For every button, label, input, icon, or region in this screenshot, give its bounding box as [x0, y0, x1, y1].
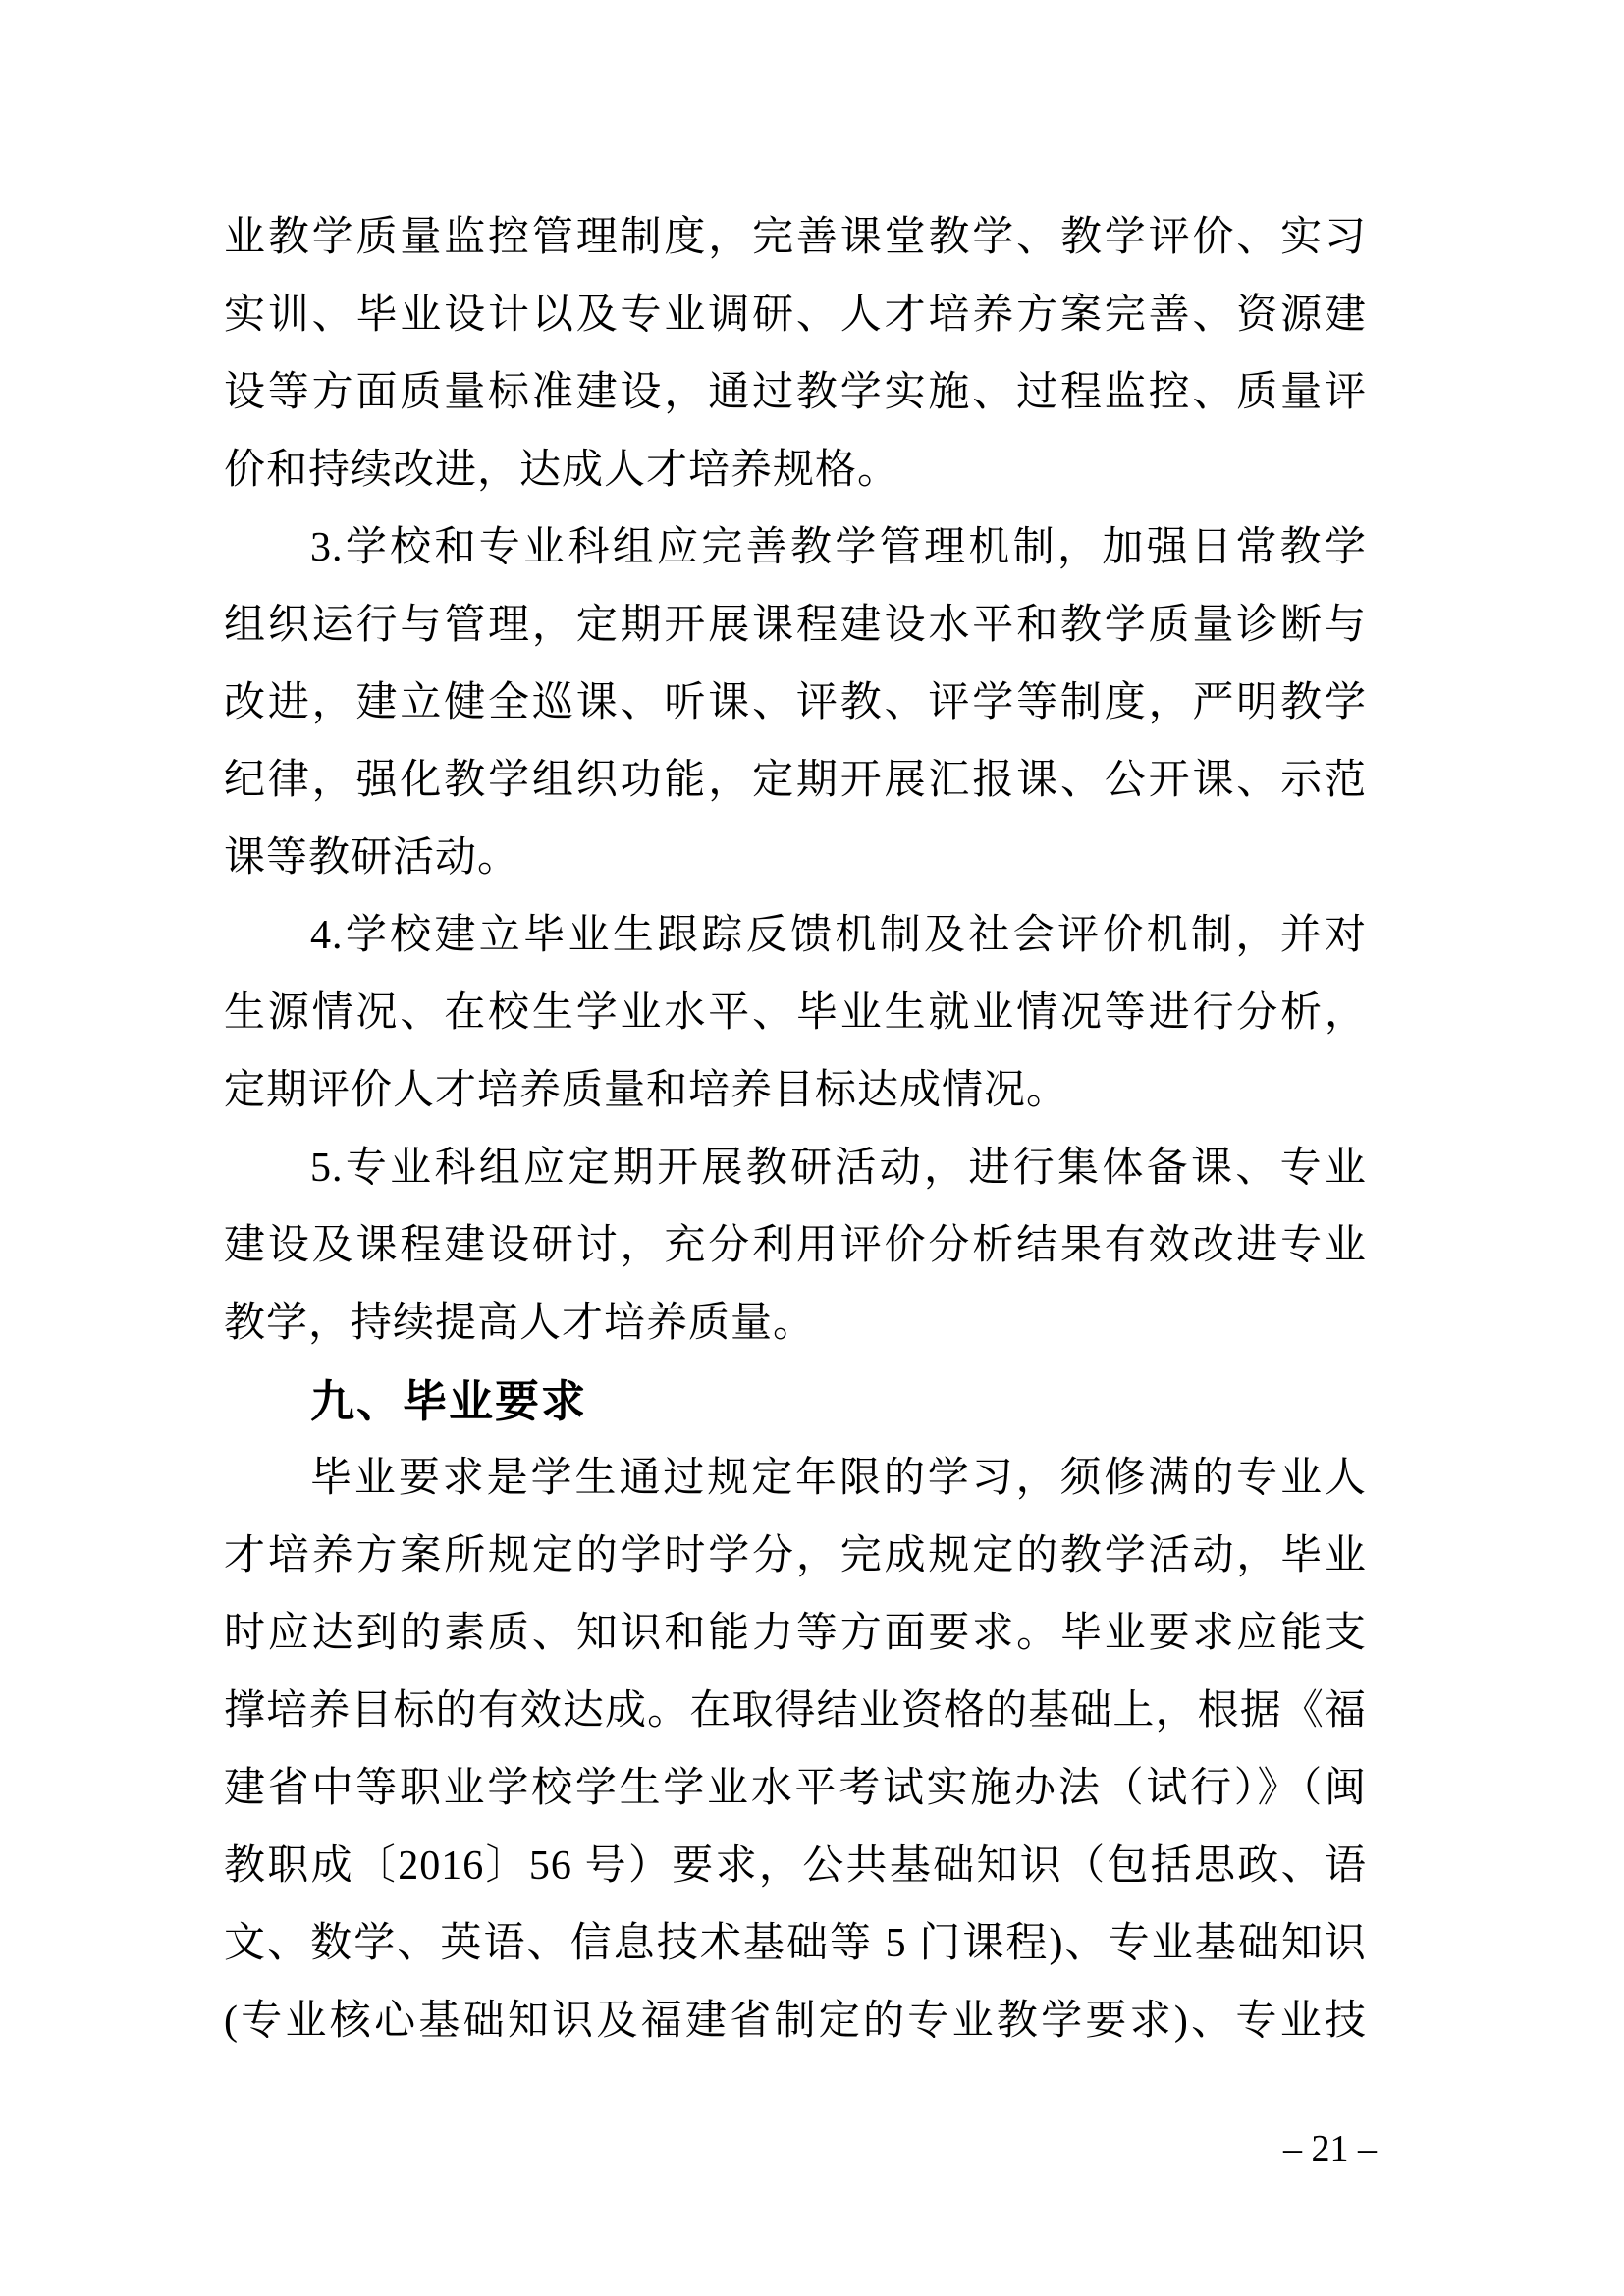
paragraph-line: 4.学校建立毕业生跟踪反馈机制及社会评价机制，并对 — [310, 913, 1367, 958]
paragraph-line: 教学，持续提高人才培养质量。 — [224, 1301, 816, 1346]
paragraph-line: 生源情况、在校生学业水平、毕业生就业情况等进行分析， — [224, 990, 1367, 1036]
text-block — [224, 199, 1367, 2060]
paragraph-line: 才培养方案所规定的学时学分，完成规定的教学活动，毕业 — [224, 1533, 1367, 1578]
paragraph-line: 教职成〔2016〕56 号）要求，公共基础知识（包括思政、语 — [224, 1843, 1367, 1889]
paragraph-line: 纪律，强化教学组织功能，定期开展汇报课、公开课、示范 — [224, 758, 1367, 803]
paragraph-line: 组织运行与管理，定期开展课程建设水平和教学质量诊断与 — [224, 603, 1367, 648]
paragraph-line: 5.专业科组应定期开展教研活动，进行集体备课、专业 — [310, 1146, 1367, 1191]
paragraph-line: 设等方面质量标准建设，通过教学实施、过程监控、质量评 — [224, 370, 1367, 415]
paragraph-line: 撑培养目标的有效达成。在取得结业资格的基础上，根据《福 — [224, 1688, 1367, 1734]
paragraph-line: 改进，建立健全巡课、听课、评教、评学等制度，严明教学 — [224, 680, 1367, 725]
paragraph-line: 业教学质量监控管理制度，完善课堂教学、教学评价、实习 — [224, 215, 1367, 260]
paragraph-line: 毕业要求是学生通过规定年限的学习，须修满的专业人 — [310, 1456, 1367, 1501]
paragraph-line: (专业核心基础知识及福建省制定的专业教学要求)、专业技 — [224, 1999, 1367, 2044]
paragraph-line: 课等教研活动。 — [224, 835, 520, 881]
paragraph-line: 建省中等职业学校学生学业水平考试实施办法（试行）》（闽 — [224, 1766, 1367, 1811]
paragraph-line: 建设及课程建设研讨，充分利用评价分析结果有效改进专业 — [224, 1223, 1367, 1268]
paragraph-line: 时应达到的素质、知识和能力等方面要求。毕业要求应能支 — [224, 1611, 1367, 1656]
paragraph-line: 3.学校和专业科组应完善教学管理机制，加强日常教学 — [310, 525, 1367, 570]
paragraph-line: 实训、毕业设计以及专业调研、人才培养方案完善、资源建 — [224, 293, 1367, 338]
section-heading: 九、毕业要求 — [310, 1376, 588, 1426]
paragraph-line: 价和持续改进，达成人才培养规格。 — [224, 448, 900, 493]
paragraph-line: 定期评价人才培养质量和培养目标达成情况。 — [224, 1068, 1069, 1113]
paragraph-line: 文、数学、英语、信息技术基础等 5 门课程)、专业基础知识 — [224, 1921, 1367, 1966]
page-number: – 21 – — [1283, 2128, 1377, 2169]
